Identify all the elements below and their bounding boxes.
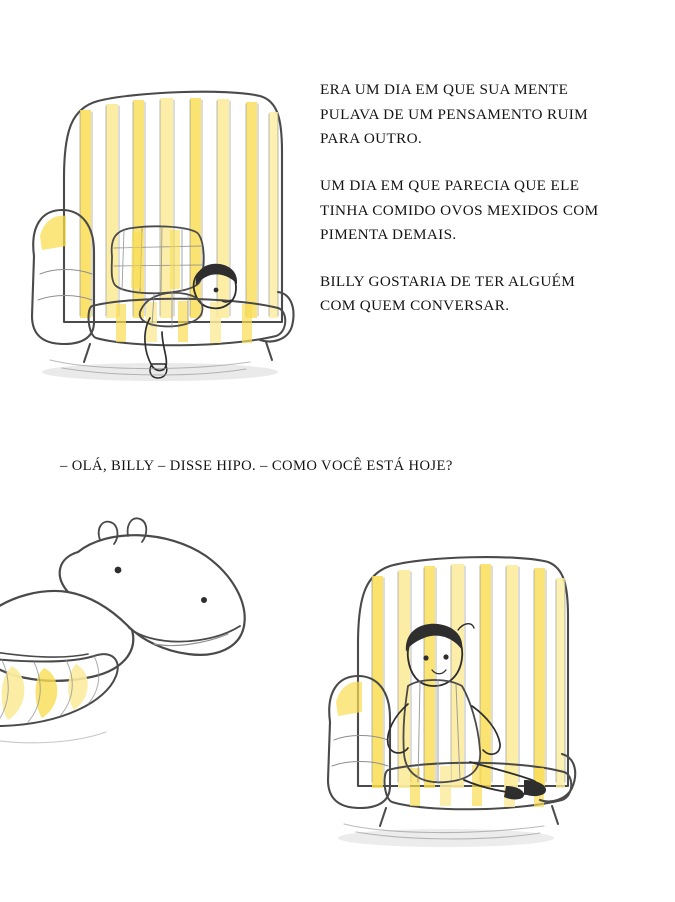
illustration-boy-sitting-armchair <box>320 518 580 848</box>
paragraph-1: ERA UM DIA EM QUE SUA MENTE PULAVA DE UM PENSAMENTO RUIM PARA OUTRO. <box>320 81 589 148</box>
paragraph-2: UM DIA EM QUE PARECIA QUE ELE TINHA COMIDO OVOS MEXIDOS COM PIMENTA DEMAIS. <box>320 176 599 244</box>
hippo-illustration-svg <box>0 500 282 780</box>
bottom-panel <box>0 490 675 902</box>
armchair2-illustration-svg <box>320 518 580 858</box>
paragraph-3: BILLY GOSTARIA DE TER ALGUÉM COM QUEM CONVERSAR. <box>320 272 576 315</box>
illustration-hippo-head <box>0 500 267 760</box>
top-text-column <box>320 78 610 319</box>
illustration-boy-slumped-armchair <box>20 60 300 390</box>
armchair-illustration-svg <box>20 60 300 390</box>
dialogue-line: – OLÁ, BILLY – DISSE HIPO. – COMO VOCÊ ESTÁ HOJE? <box>60 458 453 474</box>
top-panel <box>0 0 675 430</box>
